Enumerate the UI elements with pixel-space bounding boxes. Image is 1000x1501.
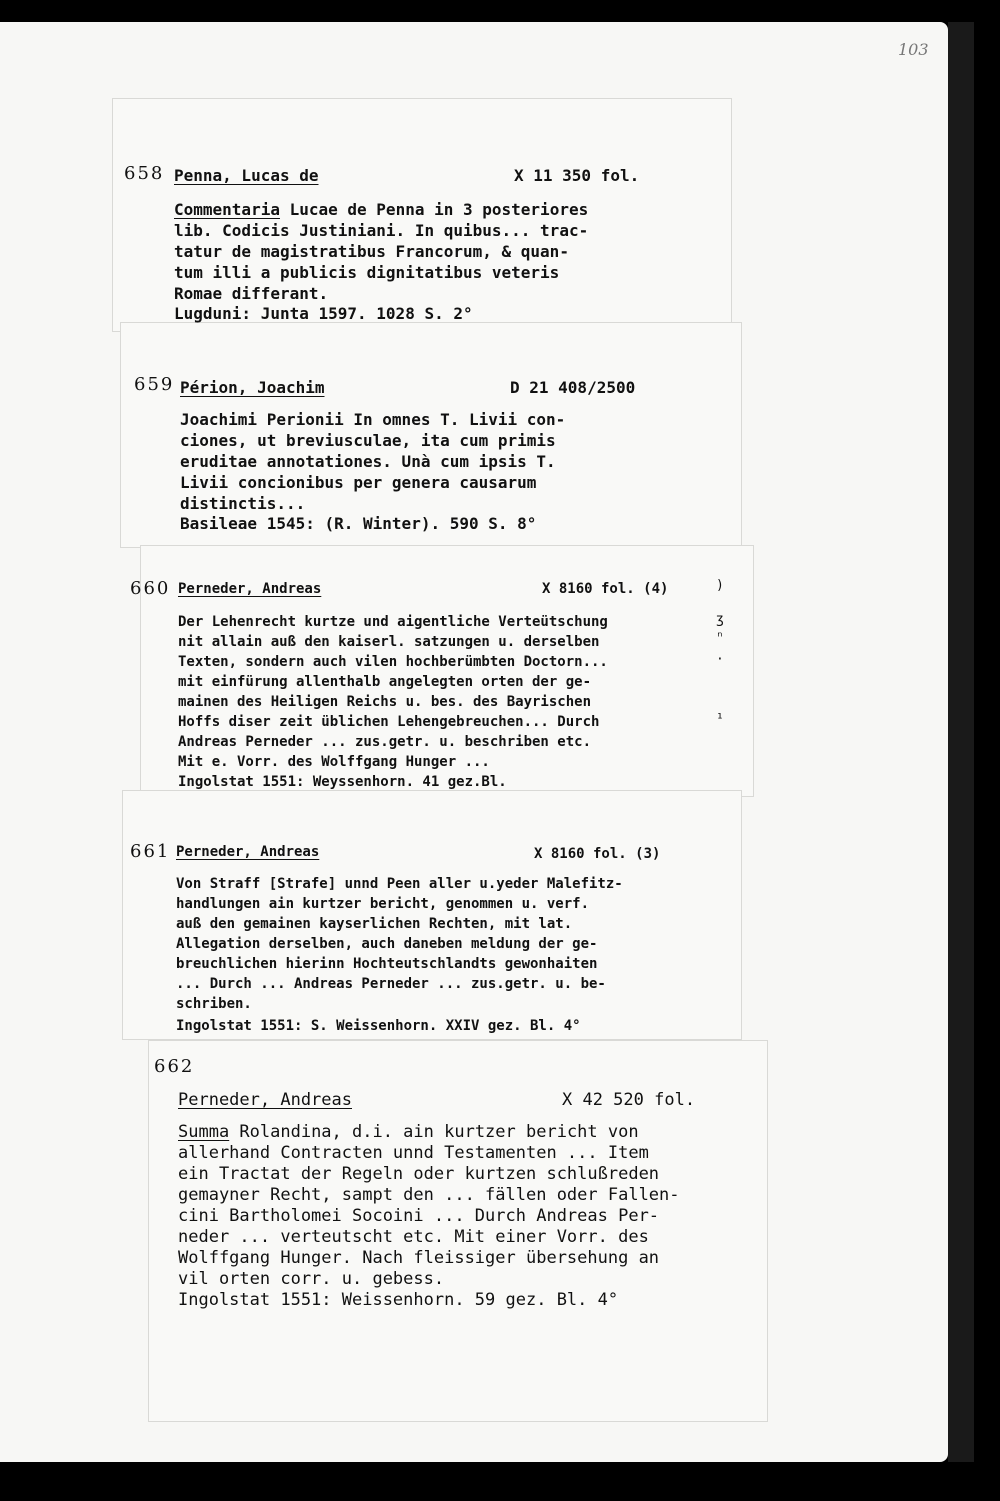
- page-edge: [948, 22, 974, 1462]
- entry-heading: Perneder, Andreas: [176, 844, 320, 860]
- entry-line: Allegation derselben, auch daneben meldung der ge-: [176, 936, 598, 952]
- entry-line: Lugduni: Junta 1597. 1028 S. 2°: [174, 304, 473, 323]
- entry-line: ein Tractat der Regeln oder kurtzen schlußreden: [178, 1164, 660, 1184]
- entry-line: Texten, sondern auch vilen hochberümbten Doctorn...: [178, 654, 608, 670]
- entry-number: 661: [130, 841, 171, 862]
- margin-mark: ): [716, 578, 724, 593]
- entry-heading: Perneder, Andreas: [178, 581, 322, 597]
- entry-line: mainen des Heiligen Reichs u. bes. des Bayrischen: [178, 694, 592, 710]
- margin-mark: ·: [716, 652, 724, 667]
- entry-number: 662: [154, 1056, 195, 1077]
- entry-line: distinctis...: [180, 494, 306, 513]
- entry-heading: Perneder, Andreas: [178, 1090, 352, 1110]
- entry-line: auß den gemainen kayserlichen Rechten, mit lat.: [176, 916, 573, 932]
- entry-heading: Périon, Joachim: [180, 378, 325, 397]
- entry-line: nit allain auß den kaiserl. satzungen u. derselben: [178, 634, 600, 650]
- entry-line: Andreas Perneder ... zus.getr. u. beschriben etc.: [178, 734, 592, 750]
- entry-line: Hoffs diser zeit üblichen Lehengebreuchen... Durch: [178, 714, 600, 730]
- entry-number: 659: [134, 374, 175, 395]
- shelfmark: X 8160 fol. (4): [542, 581, 669, 597]
- entry-heading: Penna, Lucas de: [174, 166, 319, 185]
- entry-line: Ingolstat 1551: Weissenhorn. 59 gez. Bl. 4°: [178, 1290, 619, 1310]
- entry-line: ... Durch ... Andreas Perneder ... zus.getr. u. be-: [176, 976, 606, 992]
- entry-line: schriben.: [176, 996, 252, 1012]
- shelfmark: D 21 408/2500: [510, 378, 636, 397]
- entry-line: gemayner Recht, sampt den ... fällen oder Fallen-: [178, 1185, 680, 1205]
- margin-mark: ⁿ: [716, 630, 724, 645]
- entry-line: Livii concionibus per genera causarum: [180, 473, 537, 492]
- margin-mark: ʒ: [716, 612, 724, 627]
- shelfmark: X 8160 fol. (3): [534, 846, 661, 862]
- entry-line: allerhand Contracten unnd Testamenten ... Item: [178, 1143, 649, 1163]
- entry-line: Wolffgang Hunger. Nach fleissiger übersehung an: [178, 1248, 660, 1268]
- entry-line: Basileae 1545: (R. Winter). 590 S. 8°: [180, 514, 537, 533]
- entry-line: Von Straff [Strafe] unnd Peen aller u.yeder Malefitz-: [176, 876, 623, 892]
- entry-line: ciones, ut breviusculae, ita cum primis: [180, 431, 556, 450]
- entry-line: cini Bartholomei Socoini ... Durch Andreas Per-: [178, 1206, 660, 1226]
- entry-line: eruditae annotationes. Unà cum ipsis T.: [180, 452, 556, 471]
- entry-line: lib. Codicis Justiniani. In quibus... trac-: [174, 221, 589, 240]
- entry-number: 660: [130, 578, 171, 599]
- entry-line: tatur de magistratibus Francorum, & quan-: [174, 242, 569, 261]
- entry-line: neder ... verteutscht etc. Mit einer Vorr. des: [178, 1227, 649, 1247]
- shelfmark: X 11 350 fol.: [514, 166, 640, 185]
- entry-line: Romae differant.: [174, 284, 329, 303]
- entry-line: Der Lehenrecht kurtze und aigentliche Verteütschung: [178, 614, 608, 630]
- entry-line: Mit e. Vorr. des Wolffgang Hunger ...: [178, 754, 490, 770]
- entry-line: Joachimi Perionii In omnes T. Livii con-: [180, 410, 566, 429]
- folio-number: 103: [898, 40, 929, 59]
- entry-line: breuchlichen hierinn Hochteutschlandts gewonhaiten: [176, 956, 598, 972]
- entry-line: Ingolstat 1551: S. Weissenhorn. XXIV gez. Bl. 4°: [176, 1018, 581, 1034]
- entry-line: mit einfürung allenthalb angelegten orten der ge-: [178, 674, 592, 690]
- entry-line: Commentaria Lucae de Penna in 3 posteriores: [174, 200, 589, 219]
- entry-line: Summa Rolandina, d.i. ain kurtzer bericht von: [178, 1122, 639, 1142]
- entry-line: vil orten corr. u. gebess.: [178, 1269, 445, 1289]
- shelfmark: X 42 520 fol.: [562, 1090, 696, 1110]
- entry-line: Ingolstat 1551: Weyssenhorn. 41 gez.Bl.: [178, 774, 507, 790]
- entry-line: handlungen ain kurtzer bericht, genommen u. verf.: [176, 896, 590, 912]
- margin-mark: ¹: [716, 712, 724, 727]
- entry-line: tum illi a publicis dignitatibus veteris: [174, 263, 560, 282]
- entry-number: 658: [124, 163, 165, 184]
